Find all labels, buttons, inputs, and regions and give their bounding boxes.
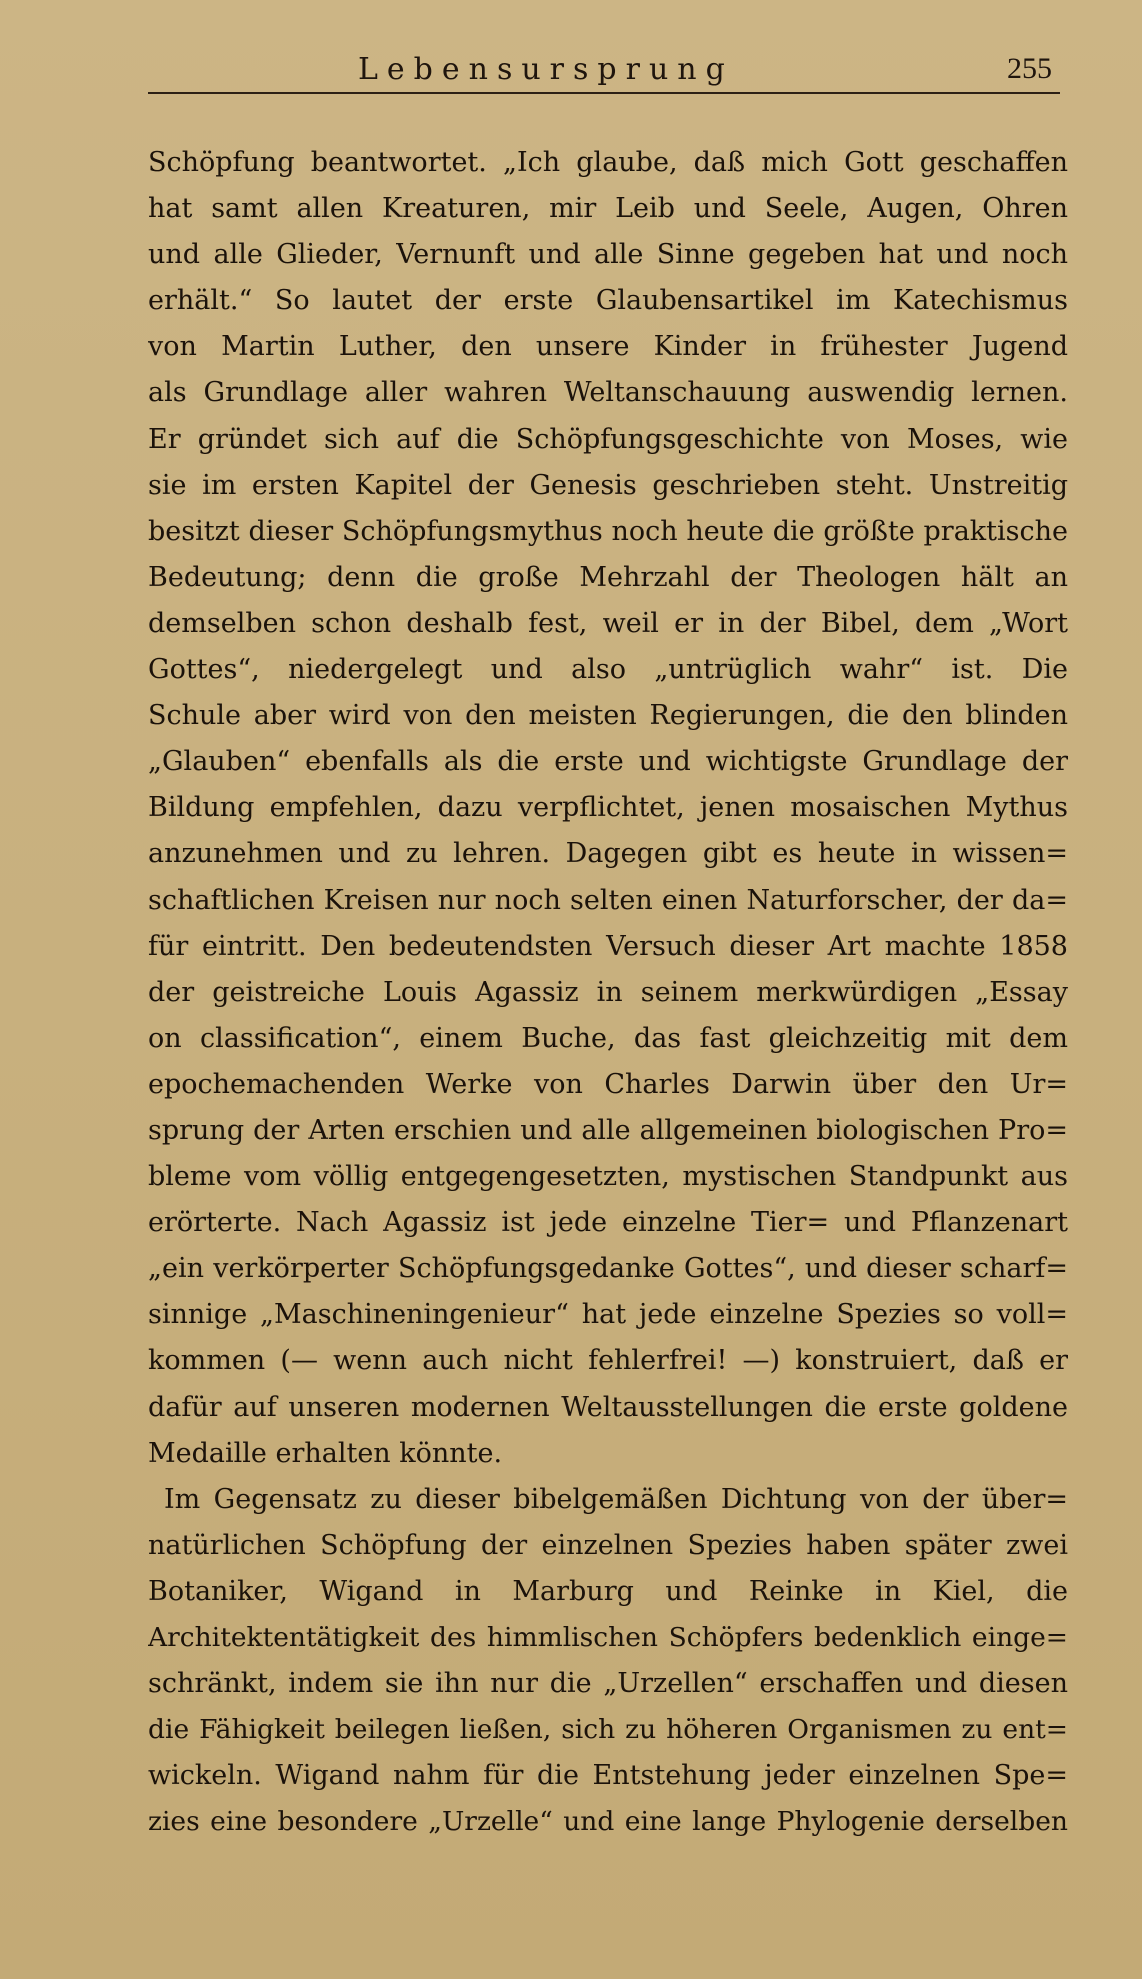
text-line: sprung der Arten erschien und alle allgemeinen biologischen Pro= xyxy=(148,1114,1068,1146)
text-line: Bildung empfehlen, dazu verpflichtet, jenen mosaischen Mythus xyxy=(148,792,1068,824)
text-line: Botaniker, Wigand in Marburg und Reinke in Kiel, die xyxy=(148,1575,1068,1607)
text-line: sie im ersten Kapitel der Genesis geschrieben steht. Unstreitig xyxy=(148,469,1068,501)
text-line: hat samt allen Kreaturen, mir Leib und Seele, Augen, Ohren xyxy=(148,193,1068,225)
text-line: erhält.“ So lautet der erste Glaubensartikel im Katechismus xyxy=(148,285,1068,317)
running-title: Lebensursprung xyxy=(358,52,734,87)
text-line: Bedeutung; denn die große Mehrzahl der Theologen hält an xyxy=(148,561,1068,593)
text-line: kommen (— wenn auch nicht fehlerfrei! —) konstruiert, daß er xyxy=(148,1345,1068,1377)
text-line: wickeln. Wigand nahm für die Entstehung jeder einzelnen Spe= xyxy=(148,1760,1068,1792)
text-line: von Martin Luther, den unsere Kinder in frühester Jugend xyxy=(148,331,1068,363)
text-line: on classification“, einem Buche, das fast gleichzeitig mit dem xyxy=(148,1022,1068,1054)
text-line: für eintritt. Den bedeutendsten Versuch dieser Art machte 1858 xyxy=(148,930,1068,962)
text-line: bleme vom völlig entgegengesetzten, mystischen Standpunkt aus xyxy=(148,1161,1068,1193)
text-line: Schule aber wird von den meisten Regierungen, die den blinden xyxy=(148,700,1068,732)
text-line-paragraph-end: Medaille erhalten könnte. xyxy=(148,1437,503,1469)
text-line: besitzt dieser Schöpfungsmythus noch heute die größte praktische xyxy=(148,515,1068,547)
text-line: Architektentätigkeit des himmlischen Schöpfers bedenklich einge= xyxy=(148,1622,1068,1653)
text-line: demselben schon deshalb fest, weil er in der Bibel, dem „Wort xyxy=(148,607,1068,639)
text-line: dafür auf unseren modernen Weltausstellungen die erste goldene xyxy=(148,1391,1068,1423)
text-line: als Grundlage aller wahren Weltanschauung auswendig lernen. xyxy=(148,377,1068,409)
text-line: Schöpfung beantwortet. „Ich glaube, daß mich Gott geschaffen xyxy=(148,147,1068,178)
body-text xyxy=(148,140,1068,1845)
text-line: schaftlichen Kreisen nur noch selten einen Naturforscher, der da= xyxy=(148,884,1068,916)
text-line: erörterte. Nach Agassiz ist jede einzelne Tier= und Pflanzenart xyxy=(148,1207,1068,1239)
page-header xyxy=(148,50,1060,94)
text-line: schränkt, indem sie ihn nur die „Urzellen“ erschaffen und diesen xyxy=(148,1668,1068,1700)
page-number: 255 xyxy=(1007,52,1052,85)
text-line: Im Gegensatz zu dieser bibelgemäßen Dichtung von der über= xyxy=(164,1483,1068,1515)
text-line: „Glauben“ ebenfalls als die erste und wichtigste Grundlage der xyxy=(148,746,1068,778)
text-line: anzunehmen und zu lehren. Dagegen gibt es heute in wissen= xyxy=(148,838,1068,870)
text-line: und alle Glieder, Vernunft und alle Sinne gegeben hat und noch xyxy=(148,239,1068,271)
text-line: zies eine besondere „Urzelle“ und eine lange Phylogenie derselben xyxy=(148,1806,1068,1838)
text-line: epochemachenden Werke von Charles Darwin über den Ur= xyxy=(148,1068,1068,1100)
text-line: der geistreiche Louis Agassiz in seinem merkwürdigen „Essay xyxy=(148,976,1068,1008)
text-line: natürlichen Schöpfung der einzelnen Spezies haben später zwei xyxy=(148,1529,1068,1561)
text-line: Er gründet sich auf die Schöpfungsgeschichte von Moses, wie xyxy=(148,423,1068,455)
text-line: „ein verkörperter Schöpfungsgedanke Gottes“, und dieser scharf= xyxy=(148,1253,1068,1285)
text-line: Gottes“, niedergelegt und also „untrüglich wahr“ ist. Die xyxy=(148,654,1068,686)
text-line: die Fähigkeit beilegen ließen, sich zu höheren Organismen zu ent= xyxy=(148,1714,1068,1746)
text-line: sinnige „Maschineningenieur“ hat jede einzelne Spezies so voll= xyxy=(148,1299,1068,1331)
